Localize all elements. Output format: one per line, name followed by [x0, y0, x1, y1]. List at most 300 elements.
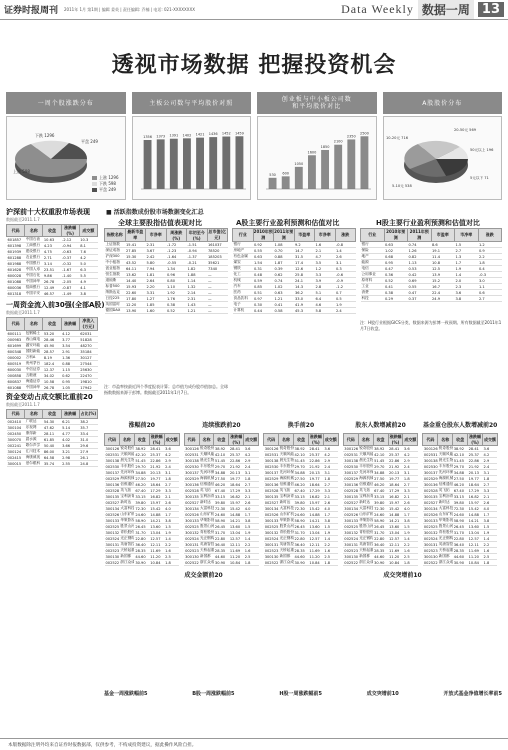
table-cell: 3.1 — [164, 470, 179, 476]
table-cell: 2.5 — [164, 554, 179, 560]
table-cell: 1.9 — [164, 530, 179, 536]
table-cell: 21.92 — [149, 464, 164, 470]
table-cell: 0.82 — [408, 254, 432, 260]
bar — [308, 155, 316, 189]
table-cell: 英唐智控 — [200, 542, 214, 546]
center-table-3 — [360, 228, 502, 302]
table-cell: 2.5 — [483, 554, 498, 560]
table-cell: 0.37 — [408, 296, 432, 302]
table-cell: 12.11 — [149, 542, 164, 548]
table-cell: 3.8 — [164, 518, 179, 524]
table-cell: 48270 — [79, 343, 97, 349]
table-cell: 2.4 — [483, 464, 498, 470]
table-cell: 1.5 — [455, 242, 479, 248]
bar-label: 1402 — [181, 133, 191, 138]
section-heading: ■ 活跃指数成份股市场数据变化汇总 — [106, 209, 204, 216]
bar — [196, 138, 204, 189]
column-header: 名称 — [25, 318, 43, 331]
bottom-table-title: 基金重仓股东人数增减前20 — [423, 422, 498, 429]
table-cell: 10.84 — [308, 560, 323, 566]
table-cell: 50.40 — [43, 443, 61, 449]
table-cell: 0.31 — [253, 266, 274, 272]
bottom-table — [184, 433, 260, 566]
table-cell: 原材料 — [361, 278, 385, 284]
table-cell: 3.8 — [483, 518, 498, 524]
table-cell: 2.1 — [315, 248, 336, 254]
table-cell: 晨光生物 — [359, 458, 374, 462]
table-cell: 1.08 — [274, 242, 295, 248]
table-cell: -1.49 — [61, 291, 79, 297]
table-cell: 300132 — [423, 530, 438, 535]
table-cell: 300126 — [423, 446, 438, 451]
left-table-3 — [6, 409, 98, 467]
bottom-table-title: 连续涨跌前20 — [202, 422, 241, 429]
table-cell: 300130 — [105, 554, 120, 559]
table-cell: 19.1 — [431, 248, 455, 254]
table-cell: 300131 — [344, 542, 359, 547]
table-cell: 002528 — [264, 488, 279, 493]
left-title-1: 沪深前十大权重股市场表现 — [6, 208, 90, 216]
table-cell: 25.37 — [468, 452, 483, 458]
table-cell: 1.8 — [483, 476, 498, 482]
table-cell: 185203 — [207, 254, 228, 260]
table-cell: 002526 — [423, 512, 438, 517]
table-cell: 15.97 — [388, 500, 403, 506]
table-cell: 2.6 — [483, 500, 498, 506]
column-header: 代码 — [264, 434, 279, 446]
table-cell: 64.11 — [125, 266, 146, 272]
table-cell: 3.8 — [455, 296, 479, 302]
column-header: 代码 — [7, 318, 25, 331]
table-cell: 天顺风能 — [120, 452, 135, 456]
table-cell: 67.40 — [294, 488, 309, 494]
table-cell: 23.51 — [43, 267, 61, 273]
table-cell: 3.0 — [478, 278, 502, 284]
table-cell: 300133 — [264, 518, 279, 523]
bar — [209, 137, 217, 189]
table-cell: 3.1 — [335, 260, 356, 266]
table-cell: 600348 — [7, 349, 25, 355]
table-cell: 1.4 — [335, 248, 356, 254]
pie-chart-panel-2 — [383, 116, 503, 200]
table-cell: 钢铁 — [233, 266, 254, 272]
table-cell: 海源机械 — [120, 476, 135, 480]
mid-title: 成交金额前20 — [184, 572, 223, 579]
table-cell: 歌尔声学 — [25, 443, 43, 449]
table-cell: 国阳新能 — [25, 349, 43, 355]
table-cell: 0.62 — [274, 272, 295, 278]
table-cell: 先河环保 — [200, 470, 214, 474]
table-cell: 300070 — [7, 437, 25, 443]
table-cell: 601857 — [7, 237, 25, 243]
table-cell: 15.97 — [149, 500, 164, 506]
table-cell: 12.6 — [294, 266, 315, 272]
table-cell: 能源 — [361, 260, 385, 266]
table-cell: -1.37 — [187, 254, 208, 260]
table-cell: 30.90 — [134, 560, 149, 566]
table-cell: 山东矿机 — [279, 512, 294, 516]
table-cell: 002530 — [105, 464, 120, 469]
table-cell: 信维通信 — [200, 482, 214, 486]
table-cell: 002527 — [105, 500, 120, 505]
table-cell: 002531 — [344, 452, 359, 457]
table-cell: 35.7 — [79, 425, 97, 431]
table-cell: 1.9 — [335, 302, 356, 308]
table-cell: 中国神华 — [25, 385, 43, 391]
column-header: 净流入(万元) — [79, 318, 97, 331]
table-cell: 15.93 — [125, 284, 146, 290]
table-cell: 600519 — [7, 361, 25, 367]
bottom-table — [422, 433, 498, 566]
table-cell: 3.3 — [403, 488, 418, 494]
table-cell: 15.97 — [229, 500, 244, 506]
table-cell: 宝利沥青 — [438, 494, 453, 498]
bar — [222, 137, 230, 189]
table-cell: 道琼斯 — [105, 278, 126, 284]
table-cell: 11.69 — [468, 548, 483, 554]
table-cell: 002528 — [185, 488, 199, 493]
table-cell: 29.70 — [453, 464, 468, 470]
table-cell: 食品饮料 — [233, 296, 254, 302]
table-cell: 3.6 — [323, 446, 338, 452]
bar-chart-1 — [133, 117, 252, 201]
table-cell: 14.40 — [125, 278, 146, 284]
table-cell: 300015 — [7, 461, 25, 467]
table-cell: 1.27 — [146, 296, 167, 302]
table-cell: 13.04 — [149, 530, 164, 536]
table-cell: 64.58 — [43, 455, 61, 461]
table-cell: 1.02 — [384, 248, 408, 254]
bottom-row-title: B股一周涨跌幅前5 — [192, 691, 235, 697]
table-cell: 13.60 — [308, 524, 323, 530]
table-cell: -0.94 — [187, 248, 208, 254]
table-cell: 1.4 — [403, 536, 418, 542]
table-cell: 4.9 — [79, 279, 97, 285]
table-cell: 2.98 — [61, 455, 79, 461]
table-cell: 0.95 — [384, 260, 408, 266]
bar-label: 1391 — [168, 133, 178, 138]
table-cell: 17.29 — [468, 488, 483, 494]
bar-label: 600 — [282, 171, 290, 176]
bottom-table — [104, 433, 180, 566]
table-cell: 28.35 — [453, 548, 468, 554]
bottom-table-block — [343, 420, 419, 566]
table-cell: 15.30 — [125, 254, 146, 260]
table-cell: 14.88 — [468, 512, 483, 518]
legend-item: 下跌 598 — [99, 181, 116, 186]
table-cell: 13.9 — [431, 272, 455, 278]
table-row — [7, 291, 98, 297]
table-cell: 3.5 — [315, 260, 336, 266]
table-cell: 新国都 — [358, 554, 373, 560]
table-cell: 58.90 — [134, 518, 149, 524]
table-cell: 601628 — [7, 267, 25, 273]
table-cell: 58.90 — [294, 518, 309, 524]
brand-logo: 证券时报周刊 — [4, 6, 59, 16]
table-cell: 3.1 — [403, 470, 418, 476]
table-cell: 0.52 — [166, 308, 187, 314]
table-cell: 18.64 — [308, 482, 323, 488]
table-cell: 21.92 — [229, 464, 244, 470]
table-cell: — — [207, 284, 228, 290]
table-cell: 2.2 — [478, 254, 502, 260]
column-header: 代码 — [7, 225, 25, 237]
table-cell: 1.7 — [323, 512, 338, 518]
table-cell: 002241 — [7, 443, 25, 449]
left-table-2 — [6, 317, 98, 391]
bottom-table-block — [422, 420, 498, 566]
table-cell: 8.1 — [79, 243, 97, 249]
table-cell: 002530 — [344, 464, 359, 469]
table-cell: 锐奇股份 — [279, 446, 294, 450]
table-cell: 山东矿机 — [359, 512, 374, 516]
table-cell: 28.41 — [308, 446, 323, 452]
bottom-row-title: H股一周涨跌幅前5 — [279, 691, 322, 697]
table-cell: 002524 — [423, 536, 438, 541]
table-cell: 2.6 — [403, 500, 418, 506]
bar — [282, 176, 290, 189]
table-cell: 002529 — [185, 476, 199, 481]
table-cell: 002527 — [344, 500, 359, 505]
table-cell: 2.6 — [335, 254, 356, 260]
table-cell: 300135 — [423, 494, 438, 499]
table-cell: 22.86 — [149, 458, 164, 464]
table-cell: 42.10 — [294, 452, 309, 458]
table-cell: -0.94 — [61, 243, 79, 249]
section-header — [341, 0, 504, 19]
table-cell: 信维通信 — [438, 482, 453, 486]
page-number: 13 — [478, 2, 504, 17]
table-cell: 17.80 — [125, 296, 146, 302]
table-cell: 14.21 — [229, 518, 244, 524]
bottom-table-block — [263, 420, 339, 566]
table-cell: 农业银行 — [25, 255, 43, 261]
table-cell: 中小板指 — [105, 260, 126, 266]
table-cell: 22.80 — [453, 536, 468, 542]
table-cell: 002525 — [264, 524, 279, 529]
table-cell: 33.15 — [294, 494, 309, 500]
masthead-left — [4, 3, 195, 16]
table-cell: 大富科技 — [279, 506, 294, 510]
table-cell: 4.1 — [79, 285, 97, 291]
table-cell: 002529 — [344, 476, 359, 481]
table-cell: 3.66 — [61, 443, 79, 449]
table-cell: 4.7 — [315, 254, 336, 260]
table-cell: 600111 — [7, 331, 25, 337]
table-cell: 3.21 — [61, 449, 79, 455]
left-sub-1: 数据截至2011.1.7 — [6, 217, 40, 222]
column-header: 成交额 — [79, 225, 97, 237]
table-cell: 1.87 — [274, 260, 295, 266]
table-cell: 13.60 — [229, 524, 244, 530]
table-cell: 宝利沥青 — [279, 494, 294, 498]
table-cell: 20.13 — [229, 470, 244, 476]
table-cell: 28.57 — [43, 349, 61, 355]
table-cell: 建设银行 — [25, 249, 43, 255]
table-cell: 0.69 — [408, 278, 432, 284]
table-cell: 医药 — [233, 290, 254, 296]
table-cell: 19.77 — [229, 476, 244, 482]
table-cell: 2.3 — [455, 284, 479, 290]
table-cell: 2.0 — [455, 278, 479, 284]
table-cell: 18.64 — [229, 482, 244, 488]
table-cell: 29.70 — [134, 464, 149, 470]
table-cell: 4.2 — [403, 452, 418, 458]
table-cell: -0.3 — [478, 272, 502, 278]
table-cell: 新时达 — [199, 500, 214, 506]
table-cell: 信维通信 — [359, 482, 374, 486]
table-cell: 丰东股份 — [279, 464, 294, 468]
table-cell: 1.76 — [166, 296, 187, 302]
table-cell: 2.5 — [323, 554, 338, 560]
table-cell: 182.4 — [43, 361, 61, 367]
table-cell: 58.90 — [373, 518, 388, 524]
table-cell: 72.30 — [134, 506, 149, 512]
table-cell: 002526 — [185, 512, 199, 517]
bar — [269, 178, 277, 189]
table-cell: 25.37 — [388, 452, 403, 458]
table-cell: 浙江众成 — [359, 560, 374, 564]
table-cell: 51.45 — [373, 458, 388, 464]
table-cell: 招商银行 — [25, 285, 43, 291]
table-cell: 英飞拓 — [119, 488, 134, 494]
table-cell: — — [207, 278, 228, 284]
table-cell: 14.3 — [294, 284, 315, 290]
table-cell: 深证成指 — [105, 248, 126, 254]
table-cell: 新国都 — [199, 554, 214, 560]
column-header: 成交额 — [483, 434, 498, 446]
table-cell: 300137 — [105, 470, 120, 475]
section-en: Data Weekly — [341, 2, 414, 16]
table-cell: 1.7 — [164, 512, 179, 518]
table-cell: 5.0 — [79, 261, 97, 267]
left-sub-3: 数据截至2011.1.7 — [6, 402, 40, 407]
table-cell: 34.02 — [43, 373, 61, 379]
table-cell: 1.8 — [403, 476, 418, 482]
table-cell: 44.60 — [294, 554, 309, 560]
bar-label: 2350 — [346, 134, 356, 139]
table-cell: 16.7 — [431, 284, 455, 290]
table-cell: 27.50 — [214, 476, 229, 482]
table-cell: 300126 — [344, 446, 359, 451]
table-cell: 29.70 — [294, 464, 309, 470]
table-cell: 46.20 — [373, 482, 388, 488]
left-table-1 — [6, 224, 98, 297]
table-cell: 华策影视 — [359, 518, 374, 522]
column-header: 代码 — [7, 410, 25, 419]
table-cell: 0.3 — [335, 266, 356, 272]
table-cell: 300132 — [105, 530, 120, 535]
table-cell: 银行 — [361, 242, 385, 248]
table-cell: 3.77 — [61, 337, 79, 343]
table-cell: 新时达 — [119, 500, 134, 506]
table-cell: 光正钢构 — [438, 536, 453, 540]
table-cell: 2.1 — [323, 494, 338, 500]
table-cell: 300136 — [105, 482, 120, 487]
column-header: 收盘 — [43, 225, 61, 237]
table-cell: 27.50 — [134, 476, 149, 482]
table-cell: 2.4 — [244, 464, 259, 470]
table-cell: -1.72 — [166, 242, 187, 248]
table-cell: 6.21 — [61, 419, 79, 425]
center-notes: 注：市盈率按最近四个季度报表计算；总市值为成份股市值加总。全球指数数据来源于彭博。数据截至2011年1月7日。 — [104, 384, 228, 395]
table-cell: 1.8 — [323, 476, 338, 482]
table-cell: 22.4 — [431, 290, 455, 296]
table-cell: 0.74 — [408, 242, 432, 248]
masthead — [0, 0, 508, 20]
table-cell: 38.92 — [214, 446, 229, 452]
table-cell: 2.7 — [164, 482, 179, 488]
table-cell: 34.88 — [373, 470, 388, 476]
table-cell: 002530 — [185, 464, 199, 469]
table-cell: 创业板指 — [105, 266, 126, 272]
table-cell: 汽车 — [233, 284, 254, 290]
table-cell: 英国富时 — [105, 302, 126, 308]
bar — [156, 139, 164, 189]
table-cell: 10.84 — [149, 560, 164, 566]
table-cell: 22.86 — [308, 458, 323, 464]
left-title-2: 一周资金流入前30强(全部A股) — [6, 301, 105, 309]
column-header: 名称 — [438, 434, 453, 446]
column-header: 占比(%) — [79, 410, 97, 419]
table-cell: 0.74 — [274, 278, 295, 284]
table-cell: 海源机械 — [279, 476, 294, 480]
bar — [334, 145, 342, 189]
column-header: 年初至今(%) — [187, 229, 208, 242]
table-cell: 中国平安 — [25, 291, 43, 297]
bar-label: 1050 — [294, 161, 304, 166]
table-cell: 13.90 — [125, 308, 146, 314]
table-cell: 1.92 — [166, 290, 187, 296]
column-header: 2011年预测 — [408, 229, 432, 242]
table-cell: 27.50 — [453, 476, 468, 482]
table-cell: 002528 — [105, 488, 120, 493]
table-cell: 30.90 — [373, 560, 388, 566]
table-cell: 浙江众成 — [200, 560, 214, 564]
table-cell: 12.11 — [388, 542, 403, 548]
table-cell: 10.3 — [79, 237, 97, 243]
table-cell: 25.37 — [308, 452, 323, 458]
table-cell: 1.26 — [408, 248, 432, 254]
table-row — [7, 461, 98, 467]
table-cell: 1.9 — [403, 530, 418, 536]
table-cell: 002522 — [185, 560, 199, 565]
table-cell: 34.88 — [134, 470, 149, 476]
table-cell: 22.86 — [468, 458, 483, 464]
table-cell: 002523 — [423, 548, 438, 553]
table-cell: 34.88 — [214, 470, 229, 476]
table-cell: 002410 — [7, 419, 25, 425]
table-cell: 丰东股份 — [438, 464, 453, 468]
table-cell: 13.60 — [388, 524, 403, 530]
column-header: 市净率 — [315, 229, 336, 242]
table-cell: 山东矿机 — [120, 512, 135, 516]
table-cell: 51828 — [79, 337, 97, 343]
column-header: 行业 — [233, 229, 254, 242]
column-header: 指数名称 — [105, 229, 126, 242]
table-cell: 天顺风能 — [279, 452, 294, 456]
table-cell: 12.5 — [431, 266, 455, 272]
table-cell: 5.14 — [61, 425, 79, 431]
table-cell: 47.62 — [43, 425, 61, 431]
table-cell: 300132 — [185, 530, 199, 535]
left-sub-2: 数据截至2011.1.7 — [6, 310, 40, 315]
table-row — [184, 560, 259, 566]
table-cell: 300131 — [185, 542, 199, 547]
table-cell: 22470 — [79, 373, 97, 379]
bar-label: 1373 — [155, 134, 165, 139]
table-cell: 3.3 — [483, 488, 498, 494]
